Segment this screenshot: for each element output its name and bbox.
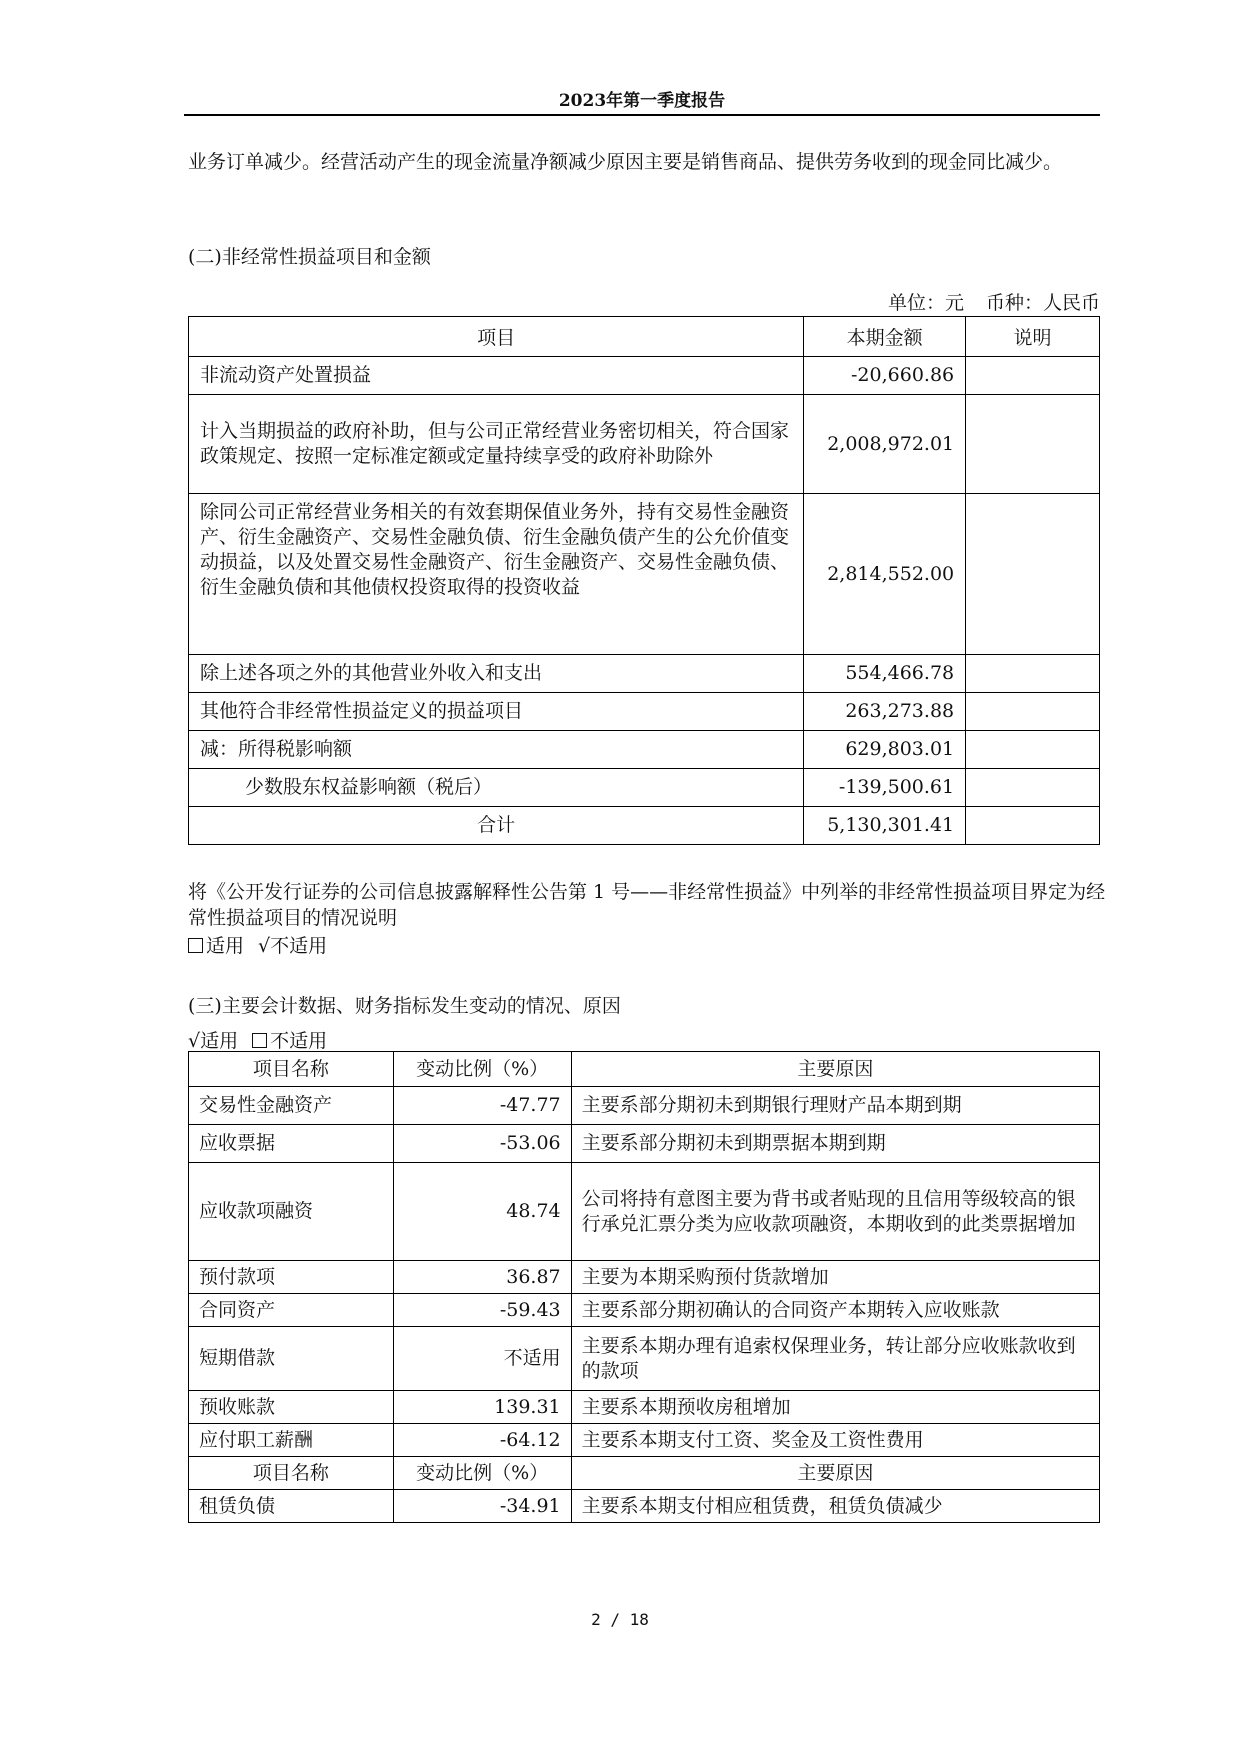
- row-note: [966, 807, 1100, 845]
- applicable-label: 适用: [206, 935, 245, 957]
- row-amount: 263,273.88: [804, 693, 966, 731]
- row-reason: 主要系本期支付工资、奖金及工资性费用: [571, 1424, 1099, 1457]
- row-item: 除上述各项之外的其他营业外收入和支出: [189, 655, 804, 693]
- row-note: [966, 357, 1100, 395]
- table-row: [189, 1087, 1100, 1125]
- section-2-title: (二)非经常性损益项目和金额: [188, 246, 431, 268]
- page-header: [184, 86, 1100, 116]
- table-header-row: [189, 1052, 1100, 1087]
- table-row: [189, 1391, 1100, 1424]
- row-amount: -139,500.61: [804, 769, 966, 807]
- table-row: [189, 494, 1100, 655]
- row-reason: 主要系部分期初确认的合同资产本期转入应收账款: [571, 1294, 1099, 1327]
- row-ratio: 36.87: [393, 1261, 571, 1294]
- change-reasons-table: [188, 1051, 1100, 1523]
- row-note: [966, 693, 1100, 731]
- table-row: [189, 1327, 1100, 1391]
- row-note: [966, 655, 1100, 693]
- row-item: 除同公司正常经营业务相关的有效套期保值业务外，持有交易性金融资产、衍生金融资产、交易性金融负债、衍生金融负债产生的公允价值变动损益，以及处置交易性金融资产、衍生金融资产、交易性金融负债、衍生金融负债和其他债权投资取得的投资收益: [189, 494, 804, 655]
- applicability-choice-2: [188, 1026, 327, 1053]
- row-reason: 主要系部分期初未到期银行理财产品本期到期: [571, 1087, 1099, 1125]
- table-row: [189, 1294, 1100, 1327]
- row-amount: 2,008,972.01: [804, 395, 966, 494]
- row-name: 应收款项融资: [189, 1163, 394, 1261]
- applicable-label: √适用: [188, 1030, 239, 1052]
- applicability-choice: [188, 931, 327, 958]
- row-name: 短期借款: [189, 1327, 394, 1391]
- row-reason: 主要系部分期初未到期票据本期到期: [571, 1125, 1099, 1163]
- total-label: 合计: [189, 807, 804, 845]
- row-amount: 554,466.78: [804, 655, 966, 693]
- row-item: 非流动资产处置损益: [189, 357, 804, 395]
- table-row: [189, 1125, 1100, 1163]
- table-row: [189, 1424, 1100, 1457]
- currency-label: 币种：人民币: [985, 292, 1100, 314]
- header-amount: 本期金额: [804, 317, 966, 357]
- page-number: 2 / 18: [591, 1610, 649, 1629]
- row-reason: 主要为本期采购预付货款增加: [571, 1261, 1099, 1294]
- header-name: 项目名称: [189, 1052, 394, 1087]
- header-reason: 主要原因: [571, 1457, 1099, 1490]
- row-item: 计入当期损益的政府补助，但与公司正常经营业务密切相关，符合国家政策规定、按照一定标准定额或定量持续享受的政府补助除外: [189, 395, 804, 494]
- row-note: [966, 731, 1100, 769]
- unchecked-box-icon: [188, 938, 203, 953]
- section-3-title: (三)主要会计数据、财务指标发生变动的情况、原因: [188, 995, 621, 1017]
- unit-label: 单位：元: [887, 292, 964, 314]
- row-ratio: 48.74: [393, 1163, 571, 1261]
- header-reason: 主要原因: [571, 1052, 1099, 1087]
- row-reason: 主要系本期预收房租增加: [571, 1391, 1099, 1424]
- reclassification-note: 将《公开发行证券的公司信息披露解释性公告第 1 号——非经常性损益》中列举的非经常性损益项目界定为经常性损益项目的情况说明: [188, 881, 1106, 929]
- row-ratio: 不适用: [393, 1327, 571, 1391]
- row-name: 合同资产: [189, 1294, 394, 1327]
- row-name: 应付职工薪酬: [189, 1424, 394, 1457]
- row-item: 少数股东权益影响额（税后）: [189, 769, 804, 807]
- row-ratio: -34.91: [393, 1490, 571, 1523]
- row-name: 租赁负债: [189, 1490, 394, 1523]
- table-row: [189, 731, 1100, 769]
- row-name: 预付款项: [189, 1261, 394, 1294]
- row-ratio: -59.43: [393, 1294, 571, 1327]
- non-recurring-gains-table: [188, 316, 1100, 845]
- not-applicable-label: √不适用: [258, 935, 328, 957]
- row-name: 应收票据: [189, 1125, 394, 1163]
- row-name: 交易性金融资产: [189, 1087, 394, 1125]
- table-header-row-repeat: [189, 1457, 1100, 1490]
- row-ratio: -53.06: [393, 1125, 571, 1163]
- table-row: [189, 693, 1100, 731]
- row-name: 预收账款: [189, 1391, 394, 1424]
- table-row: [189, 769, 1100, 807]
- table-row: [189, 1490, 1100, 1523]
- row-note: [966, 395, 1100, 494]
- header-note: 说明: [966, 317, 1100, 357]
- header-name: 项目名称: [189, 1457, 394, 1490]
- row-amount: 629,803.01: [804, 731, 966, 769]
- header-ratio: 变动比例（%）: [393, 1052, 571, 1087]
- table-row: [189, 395, 1100, 494]
- unchecked-box-icon: [252, 1033, 267, 1048]
- row-reason: 主要系本期办理有追索权保理业务，转让部分应收账款收到的款项: [571, 1327, 1099, 1391]
- row-item: 减：所得税影响额: [189, 731, 804, 769]
- header-item: 项目: [189, 317, 804, 357]
- table-row: [189, 1261, 1100, 1294]
- row-ratio: -64.12: [393, 1424, 571, 1457]
- header-ratio: 变动比例（%）: [393, 1457, 571, 1490]
- table-header-row: [189, 317, 1100, 357]
- row-note: [966, 494, 1100, 655]
- row-ratio: -47.77: [393, 1087, 571, 1125]
- not-applicable-label: 不适用: [270, 1030, 328, 1052]
- table-row: [189, 1163, 1100, 1261]
- table-row: [189, 357, 1100, 395]
- report-title: 2023年第一季度报告: [558, 91, 726, 111]
- row-amount: 2,814,552.00: [804, 494, 966, 655]
- row-reason: 主要系本期支付相应租赁费，租赁负债减少: [571, 1490, 1099, 1523]
- unit-line: [888, 288, 1100, 315]
- table-row: [189, 655, 1100, 693]
- intro-paragraph: 业务订单减少。经营活动产生的现金流量净额减少原因主要是销售商品、提供劳务收到的现金同比减少。: [188, 151, 1063, 173]
- total-amount: 5,130,301.41: [804, 807, 966, 845]
- row-amount: -20,660.86: [804, 357, 966, 395]
- row-ratio: 139.31: [393, 1391, 571, 1424]
- row-reason: 公司将持有意图主要为背书或者贴现的且信用等级较高的银行承兑汇票分类为应收款项融资，本期收到的此类票据增加: [571, 1163, 1099, 1261]
- total-row: [189, 807, 1100, 845]
- row-item: 其他符合非经常性损益定义的损益项目: [189, 693, 804, 731]
- row-note: [966, 769, 1100, 807]
